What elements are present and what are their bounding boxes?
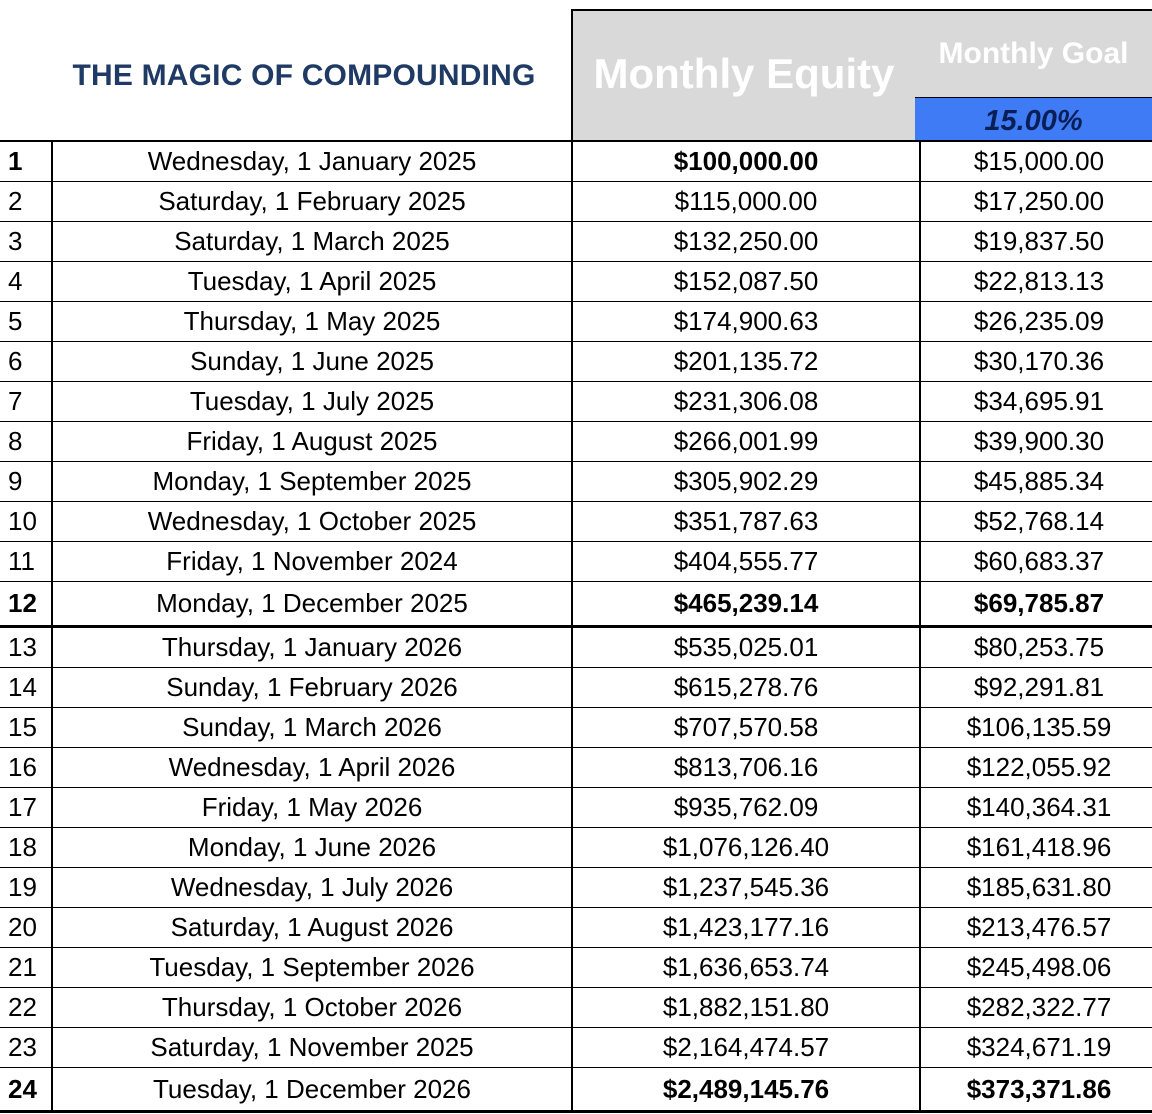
date-cell[interactable]: Tuesday, 1 December 2026 — [52, 1068, 572, 1112]
equity-cell[interactable]: $1,882,151.80 — [572, 988, 920, 1028]
monthly-equity-header[interactable] — [571, 9, 917, 140]
equity-cell[interactable]: $707,570.58 — [572, 708, 920, 748]
row-number-cell[interactable]: 1 — [0, 141, 52, 182]
goal-cell[interactable]: $80,253.75 — [920, 627, 1152, 668]
goal-cell[interactable]: $282,322.77 — [920, 988, 1152, 1028]
compounding-table — [0, 140, 1152, 1113]
row-number-cell[interactable]: 15 — [0, 708, 52, 748]
table-row — [0, 222, 1152, 262]
table-row — [0, 542, 1152, 582]
table-row — [0, 262, 1152, 302]
goal-cell[interactable]: $373,371.86 — [920, 1068, 1152, 1112]
table-row — [0, 748, 1152, 788]
goal-cell[interactable]: $17,250.00 — [920, 182, 1152, 222]
table-row — [0, 708, 1152, 748]
row-number-cell[interactable]: 2 — [0, 182, 52, 222]
date-cell[interactable]: Saturday, 1 November 2025 — [52, 1028, 572, 1068]
goal-cell[interactable]: $15,000.00 — [920, 141, 1152, 182]
row-number-cell[interactable]: 18 — [0, 828, 52, 868]
goal-cell[interactable]: $245,498.06 — [920, 948, 1152, 988]
table-row — [0, 302, 1152, 342]
equity-cell[interactable]: $231,306.08 — [572, 382, 920, 422]
equity-cell[interactable]: $1,423,177.16 — [572, 908, 920, 948]
row-number-cell[interactable]: 16 — [0, 748, 52, 788]
goal-cell[interactable]: $19,837.50 — [920, 222, 1152, 262]
goal-cell[interactable]: $106,135.59 — [920, 708, 1152, 748]
row-number-cell[interactable]: 20 — [0, 908, 52, 948]
row-number-cell[interactable]: 12 — [0, 582, 52, 627]
table-row — [0, 828, 1152, 868]
goal-cell[interactable]: $185,631.80 — [920, 868, 1152, 908]
equity-cell[interactable]: $132,250.00 — [572, 222, 920, 262]
table-row — [0, 422, 1152, 462]
goal-cell[interactable]: $92,291.81 — [920, 668, 1152, 708]
goal-cell[interactable]: $30,170.36 — [920, 342, 1152, 382]
monthly-equity-header-label: Monthly Equity — [593, 49, 895, 97]
table-row — [0, 502, 1152, 542]
date-cell[interactable]: Saturday, 1 August 2026 — [52, 908, 572, 948]
date-cell[interactable]: Thursday, 1 January 2026 — [52, 627, 572, 668]
row-number-cell[interactable]: 5 — [0, 302, 52, 342]
table-row — [0, 1028, 1152, 1068]
date-cell[interactable]: Monday, 1 December 2025 — [52, 582, 572, 627]
table-row — [0, 627, 1152, 668]
equity-cell[interactable]: $201,135.72 — [572, 342, 920, 382]
equity-cell[interactable]: $615,278.76 — [572, 668, 920, 708]
date-cell[interactable]: Tuesday, 1 July 2025 — [52, 382, 572, 422]
goal-cell[interactable]: $140,364.31 — [920, 788, 1152, 828]
table-row — [0, 868, 1152, 908]
table-row — [0, 988, 1152, 1028]
goal-cell[interactable]: $26,235.09 — [920, 302, 1152, 342]
goal-cell[interactable]: $60,683.37 — [920, 542, 1152, 582]
monthly-goal-rate-cell[interactable]: 15.00% — [915, 97, 1152, 140]
equity-cell[interactable]: $465,239.14 — [572, 582, 920, 627]
table-row — [0, 382, 1152, 422]
row-number-cell[interactable]: 8 — [0, 422, 52, 462]
equity-cell[interactable]: $305,902.29 — [572, 462, 920, 502]
table-row — [0, 788, 1152, 828]
equity-cell[interactable]: $404,555.77 — [572, 542, 920, 582]
goal-cell[interactable]: $213,476.57 — [920, 908, 1152, 948]
date-cell[interactable]: Sunday, 1 February 2026 — [52, 668, 572, 708]
row-number-cell[interactable]: 17 — [0, 788, 52, 828]
goal-cell[interactable]: $52,768.14 — [920, 502, 1152, 542]
row-number-cell[interactable]: 9 — [0, 462, 52, 502]
equity-cell[interactable]: $813,706.16 — [572, 748, 920, 788]
goal-cell[interactable]: $39,900.30 — [920, 422, 1152, 462]
date-cell[interactable]: Monday, 1 September 2025 — [52, 462, 572, 502]
equity-cell[interactable]: $100,000.00 — [572, 141, 920, 182]
date-cell[interactable]: Monday, 1 June 2026 — [52, 828, 572, 868]
goal-cell[interactable]: $324,671.19 — [920, 1028, 1152, 1068]
date-cell[interactable]: Thursday, 1 October 2026 — [52, 988, 572, 1028]
equity-cell[interactable]: $935,762.09 — [572, 788, 920, 828]
row-number-cell[interactable]: 10 — [0, 502, 52, 542]
date-cell[interactable]: Thursday, 1 May 2025 — [52, 302, 572, 342]
goal-cell[interactable]: $45,885.34 — [920, 462, 1152, 502]
equity-cell[interactable]: $1,076,126.40 — [572, 828, 920, 868]
row-number-cell[interactable]: 14 — [0, 668, 52, 708]
goal-cell[interactable]: $122,055.92 — [920, 748, 1152, 788]
date-cell[interactable]: Wednesday, 1 October 2025 — [52, 502, 572, 542]
date-cell[interactable]: Sunday, 1 June 2025 — [52, 342, 572, 382]
date-cell[interactable]: Friday, 1 May 2026 — [52, 788, 572, 828]
table-row — [0, 462, 1152, 502]
equity-cell[interactable]: $1,237,545.36 — [572, 868, 920, 908]
goal-cell[interactable]: $161,418.96 — [920, 828, 1152, 868]
table-row — [0, 182, 1152, 222]
date-cell[interactable]: Saturday, 1 February 2025 — [52, 182, 572, 222]
table-row — [0, 908, 1152, 948]
date-cell[interactable]: Sunday, 1 March 2026 — [52, 708, 572, 748]
table-row — [0, 582, 1152, 627]
date-cell[interactable]: Saturday, 1 March 2025 — [52, 222, 572, 262]
date-cell[interactable]: Wednesday, 1 January 2025 — [52, 141, 572, 182]
equity-cell[interactable]: $115,000.00 — [572, 182, 920, 222]
equity-cell[interactable]: $351,787.63 — [572, 502, 920, 542]
row-number-cell[interactable]: 22 — [0, 988, 52, 1028]
table-row — [0, 141, 1152, 182]
row-number-cell[interactable]: 3 — [0, 222, 52, 262]
equity-cell[interactable]: $2,164,474.57 — [572, 1028, 920, 1068]
row-number-cell[interactable]: 6 — [0, 342, 52, 382]
row-number-cell[interactable]: 23 — [0, 1028, 52, 1068]
row-number-cell[interactable]: 21 — [0, 948, 52, 988]
equity-cell[interactable]: $1,636,653.74 — [572, 948, 920, 988]
equity-cell[interactable]: $2,489,145.76 — [572, 1068, 920, 1112]
date-cell[interactable]: Friday, 1 August 2025 — [52, 422, 572, 462]
table-row — [0, 668, 1152, 708]
goal-cell[interactable]: $34,695.91 — [920, 382, 1152, 422]
table-row — [0, 1068, 1152, 1112]
table-row — [0, 342, 1152, 382]
equity-cell[interactable]: $174,900.63 — [572, 302, 920, 342]
equity-cell[interactable]: $152,087.50 — [572, 262, 920, 302]
date-cell[interactable]: Wednesday, 1 July 2026 — [52, 868, 572, 908]
date-cell[interactable]: Tuesday, 1 April 2025 — [52, 262, 572, 302]
row-number-cell[interactable]: 11 — [0, 542, 52, 582]
row-number-cell[interactable]: 13 — [0, 627, 52, 668]
row-number-cell[interactable]: 4 — [0, 262, 52, 302]
date-cell[interactable]: Friday, 1 November 2024 — [52, 542, 572, 582]
equity-cell[interactable]: $266,001.99 — [572, 422, 920, 462]
table-row — [0, 948, 1152, 988]
monthly-goal-header[interactable]: Monthly Goal — [915, 9, 1152, 97]
row-number-cell[interactable]: 7 — [0, 382, 52, 422]
date-cell[interactable]: Wednesday, 1 April 2026 — [52, 748, 572, 788]
row-number-cell[interactable]: 24 — [0, 1068, 52, 1112]
sheet-title: THE MAGIC OF COMPOUNDING — [72, 59, 536, 92]
row-number-cell[interactable]: 19 — [0, 868, 52, 908]
goal-cell[interactable]: $22,813.13 — [920, 262, 1152, 302]
goal-cell[interactable]: $69,785.87 — [920, 582, 1152, 627]
date-cell[interactable]: Tuesday, 1 September 2026 — [52, 948, 572, 988]
equity-cell[interactable]: $535,025.01 — [572, 627, 920, 668]
